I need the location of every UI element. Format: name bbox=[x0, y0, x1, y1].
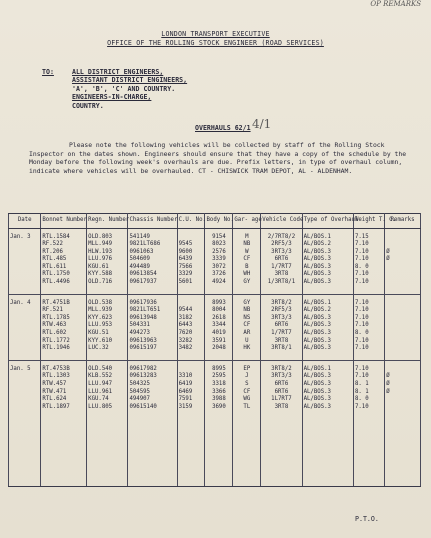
column-header: Gar- age bbox=[233, 214, 261, 229]
table-cell: RT.4753B bbox=[41, 360, 87, 373]
date-cell bbox=[9, 315, 41, 323]
table-cell: 9821LT686 bbox=[128, 241, 177, 249]
table-cell: 3RT8/1 bbox=[261, 345, 302, 360]
table-cell: 2595 bbox=[205, 373, 233, 381]
table-cell: EP bbox=[233, 360, 261, 373]
column-header: Body No. bbox=[205, 214, 233, 229]
table-cell: AL/BOS.3 bbox=[302, 338, 353, 346]
table-cell: 3RT8 bbox=[261, 271, 302, 279]
table-cell: 09613283 bbox=[128, 373, 177, 381]
table-cell: KGU.51 bbox=[87, 330, 128, 338]
column-header: C.U. No. bbox=[177, 214, 205, 229]
table-cell: 494489 bbox=[128, 264, 177, 272]
table-cell: J bbox=[233, 373, 261, 381]
table-cell: 3366 bbox=[205, 389, 233, 397]
date-cell bbox=[9, 322, 41, 330]
table-cell bbox=[385, 228, 421, 241]
table-cell: OLD.538 bbox=[87, 294, 128, 307]
table-cell: AL/BOS.2 bbox=[302, 307, 353, 315]
recipient-lines bbox=[72, 68, 187, 110]
table-cell: 3988 bbox=[205, 396, 233, 404]
table-cell: Ø bbox=[385, 381, 421, 389]
table-row bbox=[9, 381, 421, 389]
table-cell bbox=[385, 338, 421, 346]
letterhead-line-2: OFFICE OF THE ROLLING STOCK ENGINEER (ROAD SERVICES) bbox=[107, 38, 324, 47]
table-cell: AL/BOS.3 bbox=[302, 256, 353, 264]
table-cell: 0961063 bbox=[128, 249, 177, 257]
table-row bbox=[9, 264, 421, 272]
table-cell: LLU.953 bbox=[87, 322, 128, 330]
column-header: Remarks bbox=[385, 214, 421, 229]
table-cell: 7.10 bbox=[353, 404, 384, 412]
table-cell bbox=[41, 411, 87, 487]
table-row bbox=[9, 396, 421, 404]
table-cell bbox=[385, 241, 421, 249]
table-row bbox=[9, 307, 421, 315]
date-cell bbox=[9, 389, 41, 397]
table-cell: 7.10 bbox=[353, 307, 384, 315]
table-cell: 09613963 bbox=[128, 338, 177, 346]
table-row bbox=[9, 256, 421, 264]
table-cell: RTL.1303 bbox=[41, 373, 87, 381]
table-cell: 3726 bbox=[205, 271, 233, 279]
date-cell: Jan. 4 bbox=[9, 294, 41, 307]
table-cell: KGU.74 bbox=[87, 396, 128, 404]
table-cell: NB bbox=[233, 241, 261, 249]
table-cell bbox=[385, 411, 421, 487]
table-cell: LLU.947 bbox=[87, 381, 128, 389]
column-header: Vehicle Code bbox=[261, 214, 302, 229]
table-cell: 504331 bbox=[128, 322, 177, 330]
table-cell: 3159 bbox=[177, 404, 205, 412]
table-cell: 4924 bbox=[205, 279, 233, 294]
table-cell: 9600 bbox=[177, 249, 205, 257]
page-turn-note: P.T.O. bbox=[355, 515, 379, 523]
table-cell bbox=[385, 396, 421, 404]
date-cell bbox=[9, 241, 41, 249]
table-cell: W bbox=[233, 249, 261, 257]
table-cell: 09615140 bbox=[128, 404, 177, 412]
table-cell: 494907 bbox=[128, 396, 177, 404]
table-cell: 494273 bbox=[128, 330, 177, 338]
table-blank-area bbox=[9, 411, 421, 487]
table-cell: OLD.540 bbox=[87, 360, 128, 373]
table-cell bbox=[385, 315, 421, 323]
table-cell: 7.10 bbox=[353, 373, 384, 381]
table-cell: WH bbox=[233, 271, 261, 279]
table-cell: RTL.1772 bbox=[41, 338, 87, 346]
table-cell bbox=[177, 360, 205, 373]
table-cell: B bbox=[233, 264, 261, 272]
table-row bbox=[9, 338, 421, 346]
table-cell: AL/BOS.3 bbox=[302, 373, 353, 381]
table-cell: RTL.1584 bbox=[41, 228, 87, 241]
table-cell: 3339 bbox=[205, 256, 233, 264]
table-row bbox=[9, 271, 421, 279]
table-cell: RTL.4496 bbox=[41, 279, 87, 294]
table-cell: 2/7RT8/2 bbox=[261, 228, 302, 241]
table-cell: AL/BOS.3 bbox=[302, 315, 353, 323]
table-cell: NB bbox=[233, 307, 261, 315]
table-cell: 3482 bbox=[177, 345, 205, 360]
recipient-block bbox=[42, 68, 187, 110]
table-cell: 6469 bbox=[177, 389, 205, 397]
table-cell: 2RF5/3 bbox=[261, 241, 302, 249]
table-cell: RF.522 bbox=[41, 241, 87, 249]
table-cell bbox=[385, 322, 421, 330]
date-cell bbox=[9, 330, 41, 338]
table-cell: 7.15 bbox=[353, 228, 384, 241]
column-header: Chassis Number bbox=[128, 214, 177, 229]
date-cell bbox=[9, 271, 41, 279]
date-cell bbox=[9, 345, 41, 360]
table-cell: 6RT6 bbox=[261, 381, 302, 389]
table-cell: RTL.485 bbox=[41, 256, 87, 264]
table-cell: RTL.624 bbox=[41, 396, 87, 404]
table-row bbox=[9, 249, 421, 257]
table-cell bbox=[177, 228, 205, 241]
table-cell: 2618 bbox=[205, 315, 233, 323]
table-cell: 9544 bbox=[177, 307, 205, 315]
table-cell: 1L7RT7 bbox=[261, 396, 302, 404]
table-cell: 8. 0 bbox=[353, 330, 384, 338]
table-cell: AL/BOS.3 bbox=[302, 271, 353, 279]
table-cell: 8. 0 bbox=[353, 396, 384, 404]
table-row bbox=[9, 404, 421, 412]
table-cell: 8. 1 bbox=[353, 381, 384, 389]
table-cell: 8023 bbox=[205, 241, 233, 249]
date-cell bbox=[9, 264, 41, 272]
table-cell: M bbox=[233, 228, 261, 241]
table-cell: 3318 bbox=[205, 381, 233, 389]
table-cell: 9545 bbox=[177, 241, 205, 249]
table-cell: 1/7RT7 bbox=[261, 330, 302, 338]
table-cell: AL/BOS.1 bbox=[302, 294, 353, 307]
table-cell: 2048 bbox=[205, 345, 233, 360]
table-cell: AL/BOS.3 bbox=[302, 381, 353, 389]
table-row bbox=[9, 360, 421, 373]
table-cell: 7.10 bbox=[353, 249, 384, 257]
column-header: Regn. Number bbox=[87, 214, 128, 229]
table-cell: 7.10 bbox=[353, 338, 384, 346]
table-cell: 8995 bbox=[205, 360, 233, 373]
table-cell bbox=[385, 307, 421, 315]
date-cell bbox=[9, 279, 41, 294]
table-cell: RTL.1750 bbox=[41, 271, 87, 279]
table-cell: 504609 bbox=[128, 256, 177, 264]
table-cell: MLL.939 bbox=[87, 307, 128, 315]
date-cell bbox=[9, 404, 41, 412]
table-cell: 6419 bbox=[177, 381, 205, 389]
table-cell: 3310 bbox=[177, 373, 205, 381]
table-cell: RTL.1785 bbox=[41, 315, 87, 323]
corner-note: OP REMARKS bbox=[370, 0, 421, 8]
date-cell bbox=[9, 373, 41, 381]
table-cell: AL/BOS.3 bbox=[302, 396, 353, 404]
table-cell: RTL.602 bbox=[41, 330, 87, 338]
table-cell: CF bbox=[233, 389, 261, 397]
table-cell: 3182 bbox=[177, 315, 205, 323]
schedule-title: OVERHAULS 62/1 bbox=[195, 124, 251, 132]
table-cell: AL/BOS.3 bbox=[302, 322, 353, 330]
table-cell: HLW.193 bbox=[87, 249, 128, 257]
table-cell: 09615197 bbox=[128, 345, 177, 360]
table-cell: AL/BOS.3 bbox=[302, 389, 353, 397]
table-cell: AR bbox=[233, 330, 261, 338]
instructions-paragraph bbox=[29, 141, 409, 175]
table-cell: 9154 bbox=[205, 228, 233, 241]
table-cell: AL/BOS.3 bbox=[302, 279, 353, 294]
table-cell bbox=[385, 360, 421, 373]
table-cell: Ø bbox=[385, 389, 421, 397]
table-cell: 3RT8 bbox=[261, 338, 302, 346]
table-cell: OLD.716 bbox=[87, 279, 128, 294]
table-cell: 6439 bbox=[177, 256, 205, 264]
date-cell bbox=[9, 249, 41, 257]
table-cell bbox=[385, 404, 421, 412]
table-cell: 4019 bbox=[205, 330, 233, 338]
letterhead bbox=[0, 30, 431, 47]
table-cell: 8. 1 bbox=[353, 389, 384, 397]
date-cell: Jan. 5 bbox=[9, 360, 41, 373]
table-cell: MLL.949 bbox=[87, 241, 128, 249]
table-row bbox=[9, 241, 421, 249]
table-cell: WG bbox=[233, 396, 261, 404]
table-cell: 3591 bbox=[205, 338, 233, 346]
table-cell: KYY.610 bbox=[87, 338, 128, 346]
table-row bbox=[9, 228, 421, 241]
table-cell: LLU.805 bbox=[87, 404, 128, 412]
table-cell: 7.10 bbox=[353, 345, 384, 360]
table-cell bbox=[9, 411, 41, 487]
table-cell: RTL.611 bbox=[41, 264, 87, 272]
table-cell: 09613854 bbox=[128, 271, 177, 279]
table-row bbox=[9, 389, 421, 397]
table-cell: 2576 bbox=[205, 249, 233, 257]
table-cell: 09617982 bbox=[128, 360, 177, 373]
table-cell bbox=[177, 294, 205, 307]
table-cell: 5601 bbox=[177, 279, 205, 294]
table-cell: LUC.32 bbox=[87, 345, 128, 360]
table-cell: 1/3RT8/1 bbox=[261, 279, 302, 294]
overhaul-schedule-table bbox=[8, 213, 421, 487]
table-cell: 7.10 bbox=[353, 322, 384, 330]
table-cell bbox=[87, 411, 128, 487]
table-cell: AL/BOS.1 bbox=[302, 360, 353, 373]
table-cell: CF bbox=[233, 322, 261, 330]
table-cell: 3RT8/2 bbox=[261, 294, 302, 307]
table-cell: 7.10 bbox=[353, 256, 384, 264]
table-cell: AL/BOS.1 bbox=[302, 228, 353, 241]
handwritten-note: 4/1 bbox=[252, 117, 272, 131]
table-cell: OLD.803 bbox=[87, 228, 128, 241]
table-cell: 6443 bbox=[177, 322, 205, 330]
table-row bbox=[9, 279, 421, 294]
table-cell: 3RT3/3 bbox=[261, 315, 302, 323]
table-cell: 7.10 bbox=[353, 279, 384, 294]
table-cell bbox=[385, 279, 421, 294]
table-row bbox=[9, 345, 421, 360]
date-cell: Jan. 3 bbox=[9, 228, 41, 241]
table-cell: 6RT6 bbox=[261, 322, 302, 330]
table-cell: RTL.1897 bbox=[41, 404, 87, 412]
table-cell: 1/7RT7 bbox=[261, 264, 302, 272]
table-cell: 09617937 bbox=[128, 279, 177, 294]
table-cell: LLU.961 bbox=[87, 389, 128, 397]
table-cell: 3329 bbox=[177, 271, 205, 279]
table-row bbox=[9, 315, 421, 323]
table-cell: Ø bbox=[385, 373, 421, 381]
table-row bbox=[9, 330, 421, 338]
table-cell: RT.4751B bbox=[41, 294, 87, 307]
table-cell: Ø bbox=[385, 256, 421, 264]
table-header-row bbox=[9, 214, 421, 229]
table-cell: AL/BOS.3 bbox=[302, 345, 353, 360]
table-cell: AL/BOS.3 bbox=[302, 249, 353, 257]
recipient-line: COUNTRY. bbox=[71, 101, 104, 110]
recipient-line: 'A', 'B', 'C' AND COUNTRY. bbox=[71, 84, 176, 93]
table-cell: AL/BOS.3 bbox=[302, 264, 353, 272]
table-cell bbox=[128, 411, 177, 487]
table-cell: AL/BOS.3 bbox=[302, 330, 353, 338]
table-cell: 3RT3/3 bbox=[261, 373, 302, 381]
table-cell: 8004 bbox=[205, 307, 233, 315]
table-cell: 504595 bbox=[128, 389, 177, 397]
table-cell: 8. 0 bbox=[353, 264, 384, 272]
column-header: Bonnet Number bbox=[41, 214, 87, 229]
column-header: Date bbox=[9, 214, 41, 229]
table-cell: LLU.976 bbox=[87, 256, 128, 264]
table-cell: 9821LT651 bbox=[128, 307, 177, 315]
table-row bbox=[9, 373, 421, 381]
date-cell bbox=[9, 307, 41, 315]
recipient-line: ALL DISTRICT ENGINEERS, bbox=[71, 68, 164, 76]
table-cell: U bbox=[233, 338, 261, 346]
table-cell: RTW.463 bbox=[41, 322, 87, 330]
table-cell bbox=[385, 271, 421, 279]
table-cell: 7.10 bbox=[353, 360, 384, 373]
to-label: TO: bbox=[42, 68, 54, 76]
table-cell: 7.10 bbox=[353, 241, 384, 249]
table-cell: 2RF5/3 bbox=[261, 307, 302, 315]
table-cell bbox=[385, 345, 421, 360]
table-cell: 541149 bbox=[128, 228, 177, 241]
table-cell: 6RT6 bbox=[261, 256, 302, 264]
table-cell: RTW.457 bbox=[41, 381, 87, 389]
table-cell: 3072 bbox=[205, 264, 233, 272]
table-cell: 6RT6 bbox=[261, 389, 302, 397]
instructions-text: Please note the following vehicles will be collected by staff of the Rolling Stock Inspector on the dates shown. Engineers should ensure that they have a copy of the schedule by the Monday before the following week's overhauls are due. Prefix letters, in type of overhaul column, indicate where vehicles will be overhauled. CT - CHISWICK TRAM DEPOT, AL - ALDENHAM. bbox=[29, 141, 407, 175]
date-cell bbox=[9, 256, 41, 264]
date-cell bbox=[9, 396, 41, 404]
table-cell: 3RT3/3 bbox=[261, 249, 302, 257]
table-cell: TL bbox=[233, 404, 261, 412]
table-cell: KYY.623 bbox=[87, 315, 128, 323]
table-cell: RTW.471 bbox=[41, 389, 87, 397]
table-cell: 09617936 bbox=[128, 294, 177, 307]
table-cell: KYY.588 bbox=[87, 271, 128, 279]
table-cell: 7591 bbox=[177, 396, 205, 404]
table-row bbox=[9, 294, 421, 307]
table-cell bbox=[177, 411, 205, 487]
table-cell: GY bbox=[233, 294, 261, 307]
table-cell: AL/BOS.2 bbox=[302, 241, 353, 249]
table-cell: 7566 bbox=[177, 264, 205, 272]
table-cell: GY bbox=[233, 279, 261, 294]
table-cell bbox=[385, 264, 421, 272]
table-cell: RTL.1946 bbox=[41, 345, 87, 360]
table-cell bbox=[205, 411, 233, 487]
table-cell: CF bbox=[233, 256, 261, 264]
table-cell: RT.206 bbox=[41, 249, 87, 257]
table-cell: 7620 bbox=[177, 330, 205, 338]
recipient-line: ENGINEERS-IN-CHARGE, bbox=[71, 93, 152, 102]
table-cell bbox=[353, 411, 384, 487]
table-cell: KGU.61 bbox=[87, 264, 128, 272]
table-cell: RF.521 bbox=[41, 307, 87, 315]
table-cell: NS bbox=[233, 315, 261, 323]
table-cell: 504325 bbox=[128, 381, 177, 389]
table-cell: AL/BOS.3 bbox=[302, 404, 353, 412]
table-cell: 3RT8 bbox=[261, 404, 302, 412]
table-cell: Ø bbox=[385, 249, 421, 257]
table-row bbox=[9, 322, 421, 330]
table-cell: HK bbox=[233, 345, 261, 360]
table-cell: 3344 bbox=[205, 322, 233, 330]
table-cell: 3RT8/2 bbox=[261, 360, 302, 373]
table-cell: 7.10 bbox=[353, 271, 384, 279]
table-cell: S bbox=[233, 381, 261, 389]
table-cell: 8993 bbox=[205, 294, 233, 307]
table-cell bbox=[302, 411, 353, 487]
table-cell bbox=[233, 411, 261, 487]
table-cell bbox=[261, 411, 302, 487]
recipient-line: ASSISTANT DISTRICT ENGINEERS, bbox=[71, 76, 188, 85]
table-cell: 09613948 bbox=[128, 315, 177, 323]
column-header: Weight T. C. bbox=[353, 214, 384, 229]
table-cell: 3690 bbox=[205, 404, 233, 412]
letterhead-line-1: LONDON TRANSPORT EXECUTIVE bbox=[161, 30, 270, 38]
table-cell: KLB.552 bbox=[87, 373, 128, 381]
table-cell: 3282 bbox=[177, 338, 205, 346]
table-cell: 7.10 bbox=[353, 294, 384, 307]
table-cell bbox=[385, 294, 421, 307]
date-cell bbox=[9, 338, 41, 346]
date-cell bbox=[9, 381, 41, 389]
column-header: Type of Overhaul bbox=[302, 214, 353, 229]
table-cell bbox=[385, 330, 421, 338]
table-cell: 7.10 bbox=[353, 315, 384, 323]
